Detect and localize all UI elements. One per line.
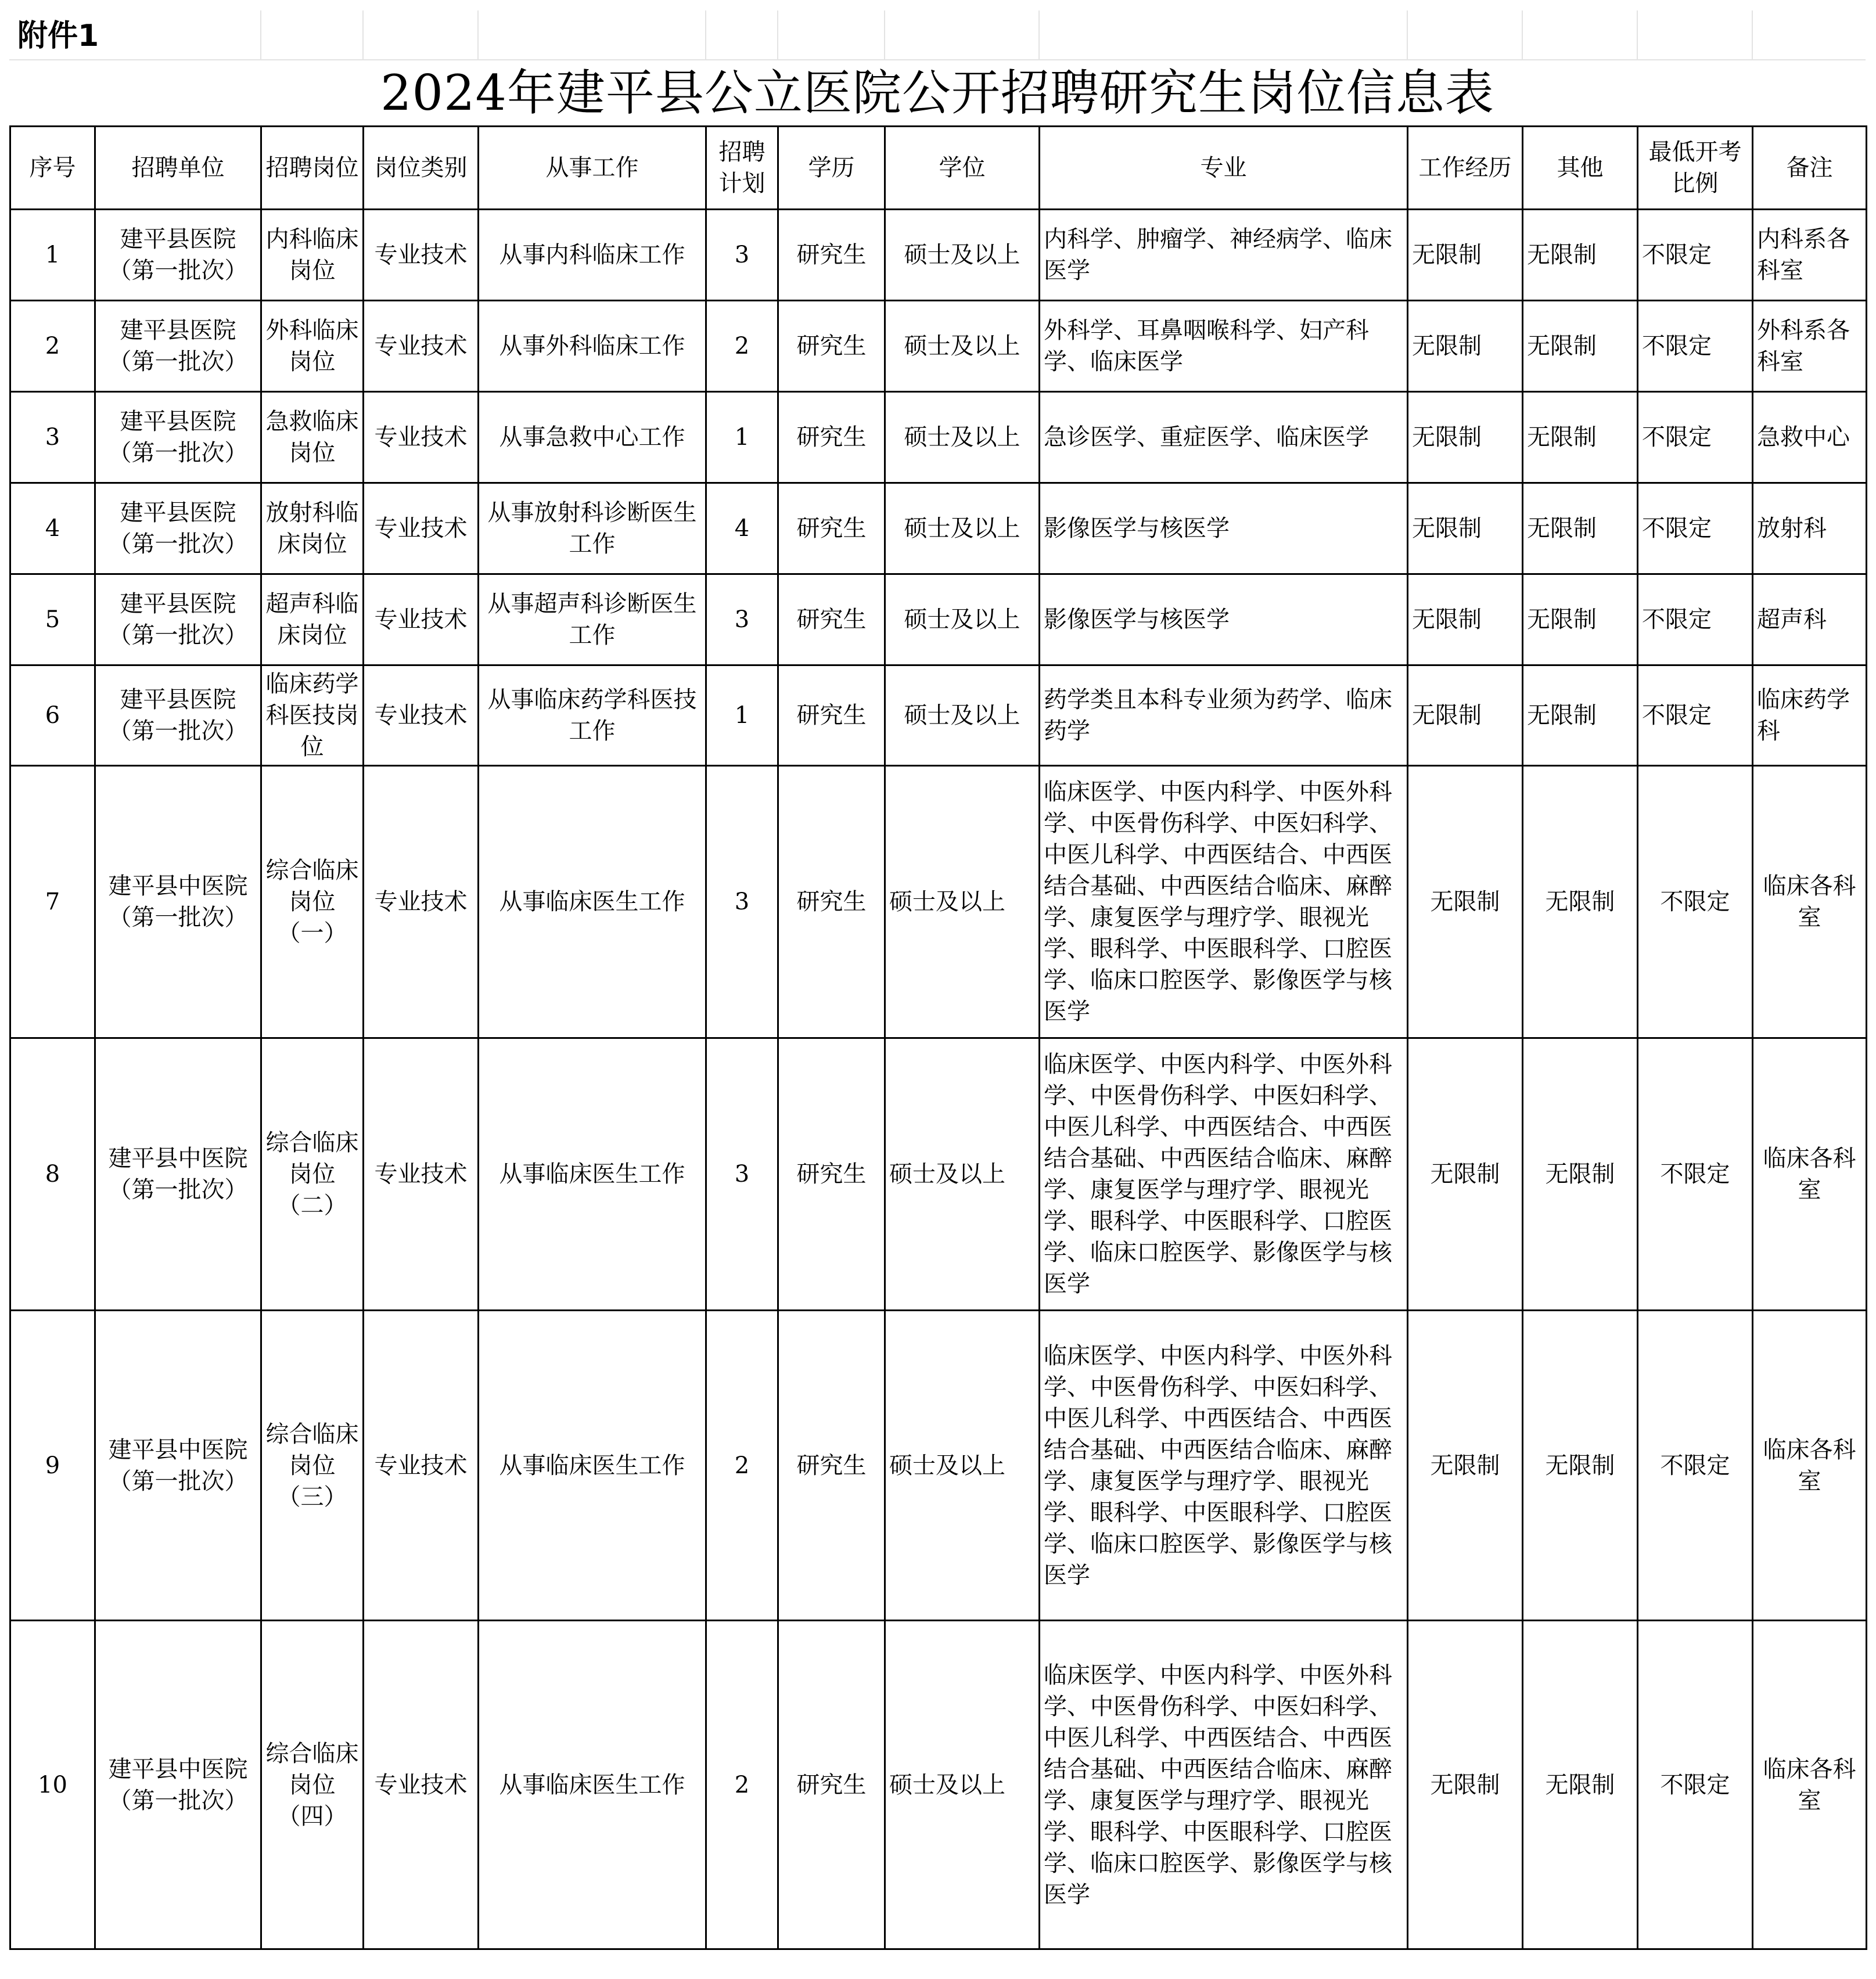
cell-major: 临床医学、中医内科学、中医外科学、中医骨伤科学、中医妇科学、中医儿科学、中西医结合、中西医结合基础、中西医结合临床、麻醉学、康复医学与理疗学、眼视光学、眼科学、中医眼科学、口腔医学、临床口腔医学、影像医学与核医学 <box>1040 766 1408 1038</box>
cell-no: 10 <box>10 1621 95 1949</box>
cell-plan: 2 <box>706 1621 778 1949</box>
header-col-edu: 学历 <box>778 127 885 210</box>
cell-note: 临床各科室 <box>1753 766 1867 1038</box>
grid-line <box>777 10 778 59</box>
cell-exp: 无限制 <box>1408 665 1523 766</box>
table-row <box>10 210 1867 301</box>
cell-plan: 3 <box>706 574 778 665</box>
header-col-plan: 招聘计划 <box>706 127 778 210</box>
cell-post: 超声科临床岗位 <box>261 574 364 665</box>
cell-degree: 硕士及以上 <box>885 301 1040 392</box>
cell-no: 5 <box>10 574 95 665</box>
table-row <box>10 392 1867 483</box>
cell-exp: 无限制 <box>1408 766 1523 1038</box>
cell-other: 无限制 <box>1523 1038 1638 1311</box>
cell-ratio: 不限定 <box>1638 301 1753 392</box>
cell-edu: 研究生 <box>778 766 885 1038</box>
cell-category: 专业技术 <box>364 766 479 1038</box>
cell-no: 6 <box>10 665 95 766</box>
cell-category: 专业技术 <box>364 301 479 392</box>
header-col-work: 从事工作 <box>479 127 706 210</box>
grid-line <box>1752 10 1753 59</box>
cell-ratio: 不限定 <box>1638 766 1753 1038</box>
cell-edu: 研究生 <box>778 392 885 483</box>
cell-ratio: 不限定 <box>1638 1038 1753 1311</box>
cell-work: 从事急救中心工作 <box>479 392 706 483</box>
cell-work: 从事外科临床工作 <box>479 301 706 392</box>
cell-plan: 3 <box>706 210 778 301</box>
cell-ratio: 不限定 <box>1638 574 1753 665</box>
grid-line <box>884 10 885 59</box>
cell-other: 无限制 <box>1523 766 1638 1038</box>
cell-category: 专业技术 <box>364 210 479 301</box>
cell-unit: 建平县中医院（第一批次） <box>95 1621 261 1949</box>
cell-degree: 硕士及以上 <box>885 210 1040 301</box>
cell-category: 专业技术 <box>364 392 479 483</box>
header-col-category: 岗位类别 <box>364 127 479 210</box>
cell-post: 内科临床岗位 <box>261 210 364 301</box>
cell-plan: 4 <box>706 483 778 574</box>
table-row <box>10 301 1867 392</box>
cell-work: 从事临床医生工作 <box>479 1311 706 1621</box>
cell-category: 专业技术 <box>364 665 479 766</box>
cell-other: 无限制 <box>1523 1621 1638 1949</box>
title-row <box>9 59 1866 125</box>
cell-note: 临床药学科 <box>1753 665 1867 766</box>
header-col-ratio: 最低开考比例 <box>1638 127 1753 210</box>
cell-other: 无限制 <box>1523 1311 1638 1621</box>
cell-unit: 建平县医院（第一批次） <box>95 483 261 574</box>
cell-edu: 研究生 <box>778 1621 885 1949</box>
header-col-note: 备注 <box>1753 127 1867 210</box>
cell-work: 从事临床医生工作 <box>479 1621 706 1949</box>
cell-exp: 无限制 <box>1408 392 1523 483</box>
cell-unit: 建平县医院（第一批次） <box>95 301 261 392</box>
cell-post: 综合临床岗位（四） <box>261 1621 364 1949</box>
cell-exp: 无限制 <box>1408 301 1523 392</box>
cell-major: 临床医学、中医内科学、中医外科学、中医骨伤科学、中医妇科学、中医儿科学、中西医结合、中西医结合基础、中西医结合临床、麻醉学、康复医学与理疗学、眼视光学、眼科学、中医眼科学、口腔医学、临床口腔医学、影像医学与核医学 <box>1040 1038 1408 1311</box>
cell-unit: 建平县医院（第一批次） <box>95 392 261 483</box>
cell-edu: 研究生 <box>778 301 885 392</box>
attachment-row <box>9 10 1866 59</box>
cell-category: 专业技术 <box>364 483 479 574</box>
header-col-degree: 学位 <box>885 127 1040 210</box>
cell-degree: 硕士及以上 <box>885 392 1040 483</box>
cell-work: 从事临床医生工作 <box>479 766 706 1038</box>
cell-degree: 硕士及以上 <box>885 1621 1040 1949</box>
cell-degree: 硕士及以上 <box>885 574 1040 665</box>
cell-work: 从事临床药学科医技工作 <box>479 665 706 766</box>
cell-unit: 建平县医院（第一批次） <box>95 210 261 301</box>
cell-major: 影像医学与核医学 <box>1040 574 1408 665</box>
header-col-other: 其他 <box>1523 127 1638 210</box>
cell-category: 专业技术 <box>364 1038 479 1311</box>
attachment-label: 附件1 <box>17 19 99 53</box>
cell-degree: 硕士及以上 <box>885 766 1040 1038</box>
cell-exp: 无限制 <box>1408 1311 1523 1621</box>
grid-line <box>1522 10 1523 59</box>
header-col-unit: 招聘单位 <box>95 127 261 210</box>
cell-other: 无限制 <box>1523 210 1638 301</box>
cell-ratio: 不限定 <box>1638 1621 1753 1949</box>
cell-work: 从事超声科诊断医生工作 <box>479 574 706 665</box>
cell-ratio: 不限定 <box>1638 392 1753 483</box>
cell-ratio: 不限定 <box>1638 210 1753 301</box>
cell-edu: 研究生 <box>778 210 885 301</box>
cell-exp: 无限制 <box>1408 1621 1523 1949</box>
cell-unit: 建平县中医院（第一批次） <box>95 1038 261 1311</box>
cell-plan: 3 <box>706 1038 778 1311</box>
grid-line <box>1407 10 1408 59</box>
header-row <box>10 127 1867 210</box>
cell-post: 急救临床岗位 <box>261 392 364 483</box>
table-row <box>10 1038 1867 1311</box>
cell-plan: 2 <box>706 301 778 392</box>
header-col-exp: 工作经历 <box>1408 127 1523 210</box>
cell-note: 急救中心 <box>1753 392 1867 483</box>
cell-note: 临床各科室 <box>1753 1038 1867 1311</box>
cell-unit: 建平县医院（第一批次） <box>95 574 261 665</box>
cell-degree: 硕士及以上 <box>885 1311 1040 1621</box>
cell-plan: 1 <box>706 665 778 766</box>
page-title: 2024年建平县公立医院公开招聘研究生岗位信息表 <box>380 64 1494 121</box>
cell-edu: 研究生 <box>778 1311 885 1621</box>
table-row <box>10 766 1867 1038</box>
cell-category: 专业技术 <box>364 1621 479 1949</box>
cell-note: 放射科 <box>1753 483 1867 574</box>
cell-edu: 研究生 <box>778 483 885 574</box>
cell-post: 临床药学科医技岗位 <box>261 665 364 766</box>
cell-category: 专业技术 <box>364 1311 479 1621</box>
cell-edu: 研究生 <box>778 1038 885 1311</box>
cell-ratio: 不限定 <box>1638 665 1753 766</box>
cell-other: 无限制 <box>1523 483 1638 574</box>
cell-no: 9 <box>10 1311 95 1621</box>
grid-line <box>477 10 479 59</box>
cell-exp: 无限制 <box>1408 210 1523 301</box>
positions-table <box>9 125 1867 1950</box>
cell-unit: 建平县医院（第一批次） <box>95 665 261 766</box>
cell-note: 临床各科室 <box>1753 1621 1867 1949</box>
cell-plan: 1 <box>706 392 778 483</box>
cell-exp: 无限制 <box>1408 574 1523 665</box>
cell-no: 8 <box>10 1038 95 1311</box>
cell-major: 影像医学与核医学 <box>1040 483 1408 574</box>
cell-major: 临床医学、中医内科学、中医外科学、中医骨伤科学、中医妇科学、中医儿科学、中西医结合、中西医结合基础、中西医结合临床、麻醉学、康复医学与理疗学、眼视光学、眼科学、中医眼科学、口腔医学、临床口腔医学、影像医学与核医学 <box>1040 1311 1408 1621</box>
grid-line <box>1038 10 1040 59</box>
cell-exp: 无限制 <box>1408 483 1523 574</box>
header-col-no: 序号 <box>10 127 95 210</box>
cell-ratio: 不限定 <box>1638 1311 1753 1621</box>
cell-category: 专业技术 <box>364 574 479 665</box>
cell-other: 无限制 <box>1523 301 1638 392</box>
cell-major: 临床医学、中医内科学、中医外科学、中医骨伤科学、中医妇科学、中医儿科学、中西医结合、中西医结合基础、中西医结合临床、麻醉学、康复医学与理疗学、眼视光学、眼科学、中医眼科学、口腔医学、临床口腔医学、影像医学与核医学 <box>1040 1621 1408 1949</box>
cell-note: 临床各科室 <box>1753 1311 1867 1621</box>
table-row <box>10 1621 1867 1949</box>
table-row <box>10 1311 1867 1621</box>
grid-line <box>260 10 261 59</box>
grid-line <box>1637 10 1638 59</box>
grid-line <box>362 10 364 59</box>
cell-unit: 建平县中医院（第一批次） <box>95 766 261 1038</box>
cell-post: 放射科临床岗位 <box>261 483 364 574</box>
cell-work: 从事放射科诊断医生工作 <box>479 483 706 574</box>
cell-major: 外科学、耳鼻咽喉科学、妇产科学、临床医学 <box>1040 301 1408 392</box>
cell-no: 1 <box>10 210 95 301</box>
cell-plan: 3 <box>706 766 778 1038</box>
cell-no: 3 <box>10 392 95 483</box>
table-row <box>10 574 1867 665</box>
table-row <box>10 665 1867 766</box>
cell-unit: 建平县中医院（第一批次） <box>95 1311 261 1621</box>
header-col-major: 专业 <box>1040 127 1408 210</box>
cell-exp: 无限制 <box>1408 1038 1523 1311</box>
cell-work: 从事内科临床工作 <box>479 210 706 301</box>
cell-edu: 研究生 <box>778 665 885 766</box>
cell-plan: 2 <box>706 1311 778 1621</box>
cell-other: 无限制 <box>1523 392 1638 483</box>
cell-degree: 硕士及以上 <box>885 665 1040 766</box>
spreadsheet-page <box>9 10 1866 1950</box>
cell-other: 无限制 <box>1523 665 1638 766</box>
table-row <box>10 483 1867 574</box>
cell-ratio: 不限定 <box>1638 483 1753 574</box>
cell-degree: 硕士及以上 <box>885 1038 1040 1311</box>
cell-no: 4 <box>10 483 95 574</box>
cell-major: 药学类且本科专业须为药学、临床药学 <box>1040 665 1408 766</box>
cell-post: 综合临床岗位（一） <box>261 766 364 1038</box>
cell-post: 外科临床岗位 <box>261 301 364 392</box>
cell-post: 综合临床岗位（二） <box>261 1038 364 1311</box>
cell-edu: 研究生 <box>778 574 885 665</box>
cell-note: 内科系各科室 <box>1753 210 1867 301</box>
cell-no: 2 <box>10 301 95 392</box>
cell-note: 超声科 <box>1753 574 1867 665</box>
cell-major: 急诊医学、重症医学、临床医学 <box>1040 392 1408 483</box>
cell-note: 外科系各科室 <box>1753 301 1867 392</box>
grid-line <box>705 10 706 59</box>
cell-post: 综合临床岗位（三） <box>261 1311 364 1621</box>
cell-major: 内科学、肿瘤学、神经病学、临床医学 <box>1040 210 1408 301</box>
header-col-post: 招聘岗位 <box>261 127 364 210</box>
cell-work: 从事临床医生工作 <box>479 1038 706 1311</box>
cell-degree: 硕士及以上 <box>885 483 1040 574</box>
table-body <box>10 210 1867 1949</box>
cell-other: 无限制 <box>1523 574 1638 665</box>
cell-no: 7 <box>10 766 95 1038</box>
